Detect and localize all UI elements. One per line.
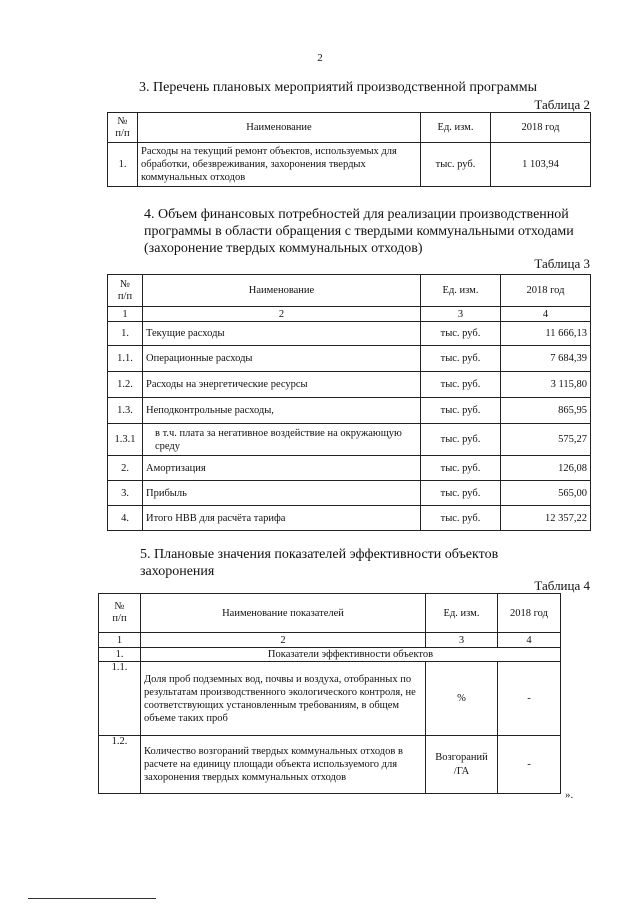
header-num: № п/п xyxy=(108,113,138,143)
table-2-caption: Таблица 2 xyxy=(534,97,590,112)
table-row xyxy=(108,322,591,346)
column-number-row xyxy=(108,307,591,322)
header-unit: Ед. изм. xyxy=(421,275,501,307)
row-num: 1. xyxy=(108,143,138,187)
row-name: Прибыль xyxy=(143,481,421,506)
table-row xyxy=(108,398,591,424)
table-row xyxy=(108,481,591,506)
header-year: 2018 год xyxy=(501,275,591,307)
row-value: 565,00 xyxy=(501,481,591,506)
row-name: Амортизация xyxy=(143,456,421,481)
header-year: 2018 год xyxy=(491,113,591,143)
table-row xyxy=(108,424,591,456)
row-unit: тыс. руб. xyxy=(421,506,501,531)
footnote-divider xyxy=(28,898,156,899)
row-name: Расходы на текущий ремонт объектов, используемых для обработки, обезвреживания, захоронения твердых коммунальных отходов xyxy=(138,143,421,187)
row-num: 1.3. xyxy=(108,398,143,424)
row-num: 1.2. xyxy=(108,372,143,398)
row-num: 1.3.1 xyxy=(108,424,143,456)
row-value: - xyxy=(498,662,561,736)
row-unit: тыс. руб. xyxy=(421,346,501,372)
table-3-caption: Таблица 3 xyxy=(534,256,590,271)
section-5-title: 5. Плановые значения показателей эффективности объектов захоронения xyxy=(140,547,499,579)
row-unit: тыс. руб. xyxy=(421,372,501,398)
row-value: 7 684,39 xyxy=(501,346,591,372)
row-value: 575,27 xyxy=(501,424,591,456)
row-name: в т.ч. плата за негативное воздействие на окружающую среду xyxy=(143,424,421,456)
row-num: 1.2. xyxy=(99,736,141,794)
table-4-caption: Таблица 4 xyxy=(534,578,590,593)
col-number: 3 xyxy=(426,633,498,648)
table-3 xyxy=(107,274,591,531)
table-row xyxy=(108,143,591,187)
group-name: Показатели эффективности объектов xyxy=(141,648,561,662)
row-name: Неподконтрольные расходы, xyxy=(143,398,421,424)
row-value: 126,08 xyxy=(501,456,591,481)
table-row xyxy=(99,662,561,736)
row-unit: тыс. руб. xyxy=(421,398,501,424)
row-num: 4. xyxy=(108,506,143,531)
row-unit: Возгораний /ГА xyxy=(426,736,498,794)
section-3-title: 3. Перечень плановых мероприятий производственной программы xyxy=(139,80,537,95)
section-4-title: 4. Объем финансовых потребностей для реализации производственной программы в области обращения с твердыми коммунальными отходами (захоронение твердых коммунальных отходов) xyxy=(144,207,574,256)
col-number: 1 xyxy=(99,633,141,648)
row-name: Количество возгораний твердых коммунальных отходов в расчете на единицу площади объекта используемого для захоронения твердых коммунальных отходов xyxy=(141,736,426,794)
row-num: 1.1. xyxy=(108,346,143,372)
group-row xyxy=(99,648,561,662)
page-number: 2 xyxy=(317,52,323,64)
row-unit: тыс. руб. xyxy=(421,456,501,481)
group-num: 1. xyxy=(99,648,141,662)
row-unit: тыс. руб. xyxy=(421,143,491,187)
row-value: 3 115,80 xyxy=(501,372,591,398)
closing-quote: ». xyxy=(565,789,574,801)
table-row xyxy=(108,346,591,372)
row-value: 1 103,94 xyxy=(491,143,591,187)
table-2-header-row xyxy=(108,113,591,143)
row-num: 2. xyxy=(108,456,143,481)
row-num: 1.1. xyxy=(99,662,141,736)
header-name: Наименование xyxy=(138,113,421,143)
header-num: № п/п xyxy=(108,275,143,307)
header-num: № п/п xyxy=(99,594,141,633)
row-unit: тыс. руб. xyxy=(421,322,501,346)
row-value: - xyxy=(498,736,561,794)
header-unit: Ед. изм. xyxy=(421,113,491,143)
row-value: 12 357,22 xyxy=(501,506,591,531)
row-value: 11 666,13 xyxy=(501,322,591,346)
table-4-header-row xyxy=(99,594,561,633)
col-number: 2 xyxy=(143,307,421,322)
row-name: Расходы на энергетические ресурсы xyxy=(143,372,421,398)
table-4 xyxy=(98,593,561,794)
table-row xyxy=(108,506,591,531)
header-name: Наименование показателей xyxy=(141,594,426,633)
table-2 xyxy=(107,112,591,187)
header-year: 2018 год xyxy=(498,594,561,633)
column-number-row xyxy=(99,633,561,648)
table-row xyxy=(99,736,561,794)
row-name: Текущие расходы xyxy=(143,322,421,346)
table-row xyxy=(108,372,591,398)
table-row xyxy=(108,456,591,481)
row-num: 3. xyxy=(108,481,143,506)
row-unit: тыс. руб. xyxy=(421,481,501,506)
row-name: Операционные расходы xyxy=(143,346,421,372)
row-unit: тыс. руб. xyxy=(421,424,501,456)
header-name: Наименование xyxy=(143,275,421,307)
row-unit: % xyxy=(426,662,498,736)
col-number: 2 xyxy=(141,633,426,648)
table-3-header-row xyxy=(108,275,591,307)
row-name: Итого НВВ для расчёта тарифа xyxy=(143,506,421,531)
header-unit: Ед. изм. xyxy=(426,594,498,633)
row-name: Доля проб подземных вод, почвы и воздуха, отобранных по результатам производственного экологического контроля, не соответствующих установленным требованиям, в общем объеме таких проб xyxy=(141,662,426,736)
row-num: 1. xyxy=(108,322,143,346)
col-number: 1 xyxy=(108,307,143,322)
col-number: 3 xyxy=(421,307,501,322)
row-value: 865,95 xyxy=(501,398,591,424)
col-number: 4 xyxy=(498,633,561,648)
col-number: 4 xyxy=(501,307,591,322)
